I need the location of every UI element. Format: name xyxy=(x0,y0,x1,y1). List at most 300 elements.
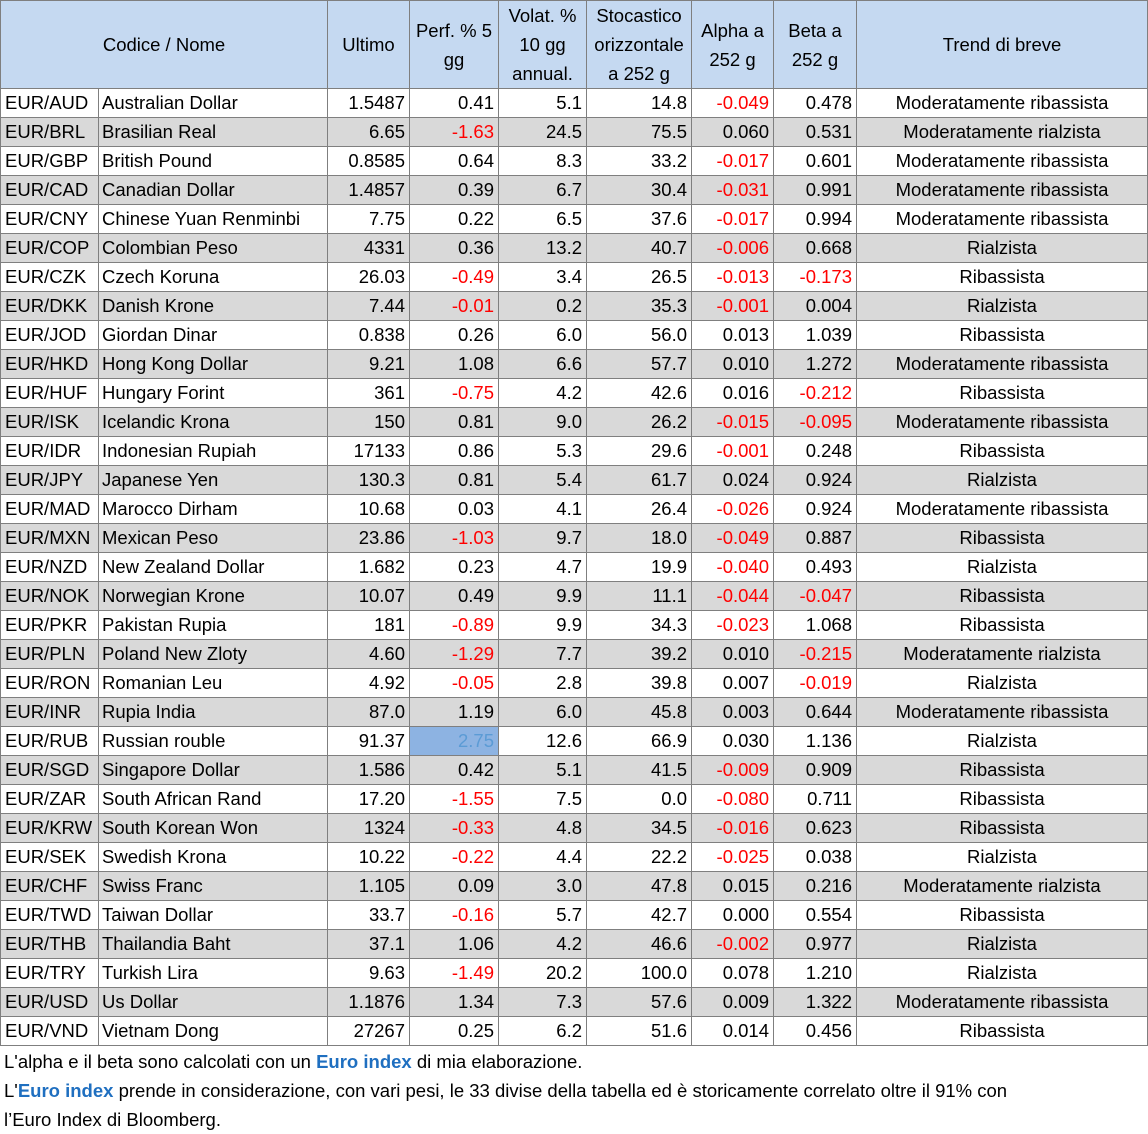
cell-beta: 0.004 xyxy=(774,292,857,321)
cell-beta: -0.095 xyxy=(774,408,857,437)
table-row xyxy=(1,814,1148,843)
cell-ultimo: 1.1876 xyxy=(328,988,410,1017)
cell-volat: 9.0 xyxy=(499,408,587,437)
cell-volat: 20.2 xyxy=(499,959,587,988)
cell-stocastico: 46.6 xyxy=(587,930,692,959)
cell-trend: Moderatamente ribassista xyxy=(857,89,1148,118)
table-row xyxy=(1,234,1148,263)
cell-trend: Moderatamente ribassista xyxy=(857,698,1148,727)
cell-stocastico: 40.7 xyxy=(587,234,692,263)
cell-code: EUR/CAD xyxy=(1,176,99,205)
cell-name: Giordan Dinar xyxy=(99,321,328,350)
cell-stocastico: 30.4 xyxy=(587,176,692,205)
cell-code: EUR/CZK xyxy=(1,263,99,292)
cell-beta: 0.711 xyxy=(774,785,857,814)
cell-volat: 24.5 xyxy=(499,118,587,147)
cell-name: Chinese Yuan Renminbi xyxy=(99,205,328,234)
cell-ultimo: 17.20 xyxy=(328,785,410,814)
cell-alpha: -0.049 xyxy=(692,524,774,553)
cell-trend: Ribassista xyxy=(857,263,1148,292)
cell-alpha: 0.007 xyxy=(692,669,774,698)
cell-perf: 1.19 xyxy=(410,698,499,727)
cell-trend: Rialzista xyxy=(857,553,1148,582)
note-line-1: L'alpha e il beta sono calcolati con un Euro index di mia elaborazione. xyxy=(4,1051,583,1072)
cell-name: Pakistan Rupia xyxy=(99,611,328,640)
cell-perf: 0.39 xyxy=(410,176,499,205)
cell-perf: -1.55 xyxy=(410,785,499,814)
cell-trend: Ribassista xyxy=(857,814,1148,843)
table-row xyxy=(1,756,1148,785)
cell-name: Taiwan Dollar xyxy=(99,901,328,930)
cell-trend: Moderatamente ribassista xyxy=(857,205,1148,234)
cell-name: Poland New Zloty xyxy=(99,640,328,669)
cell-ultimo: 130.3 xyxy=(328,466,410,495)
cell-beta: 0.554 xyxy=(774,901,857,930)
cell-trend: Moderatamente rialzista xyxy=(857,872,1148,901)
cell-trend: Moderatamente ribassista xyxy=(857,495,1148,524)
cell-ultimo: 87.0 xyxy=(328,698,410,727)
cell-volat: 5.1 xyxy=(499,89,587,118)
cell-perf: 0.03 xyxy=(410,495,499,524)
cell-perf: -0.22 xyxy=(410,843,499,872)
table-row xyxy=(1,1017,1148,1046)
cell-alpha: 0.000 xyxy=(692,901,774,930)
cell-alpha: -0.023 xyxy=(692,611,774,640)
cell-name: Hungary Forint xyxy=(99,379,328,408)
cell-code: EUR/SGD xyxy=(1,756,99,785)
cell-perf: 0.36 xyxy=(410,234,499,263)
cell-name: Marocco Dirham xyxy=(99,495,328,524)
cell-code: EUR/USD xyxy=(1,988,99,1017)
cell-name: Romanian Leu xyxy=(99,669,328,698)
table-row xyxy=(1,843,1148,872)
cell-name: Czech Koruna xyxy=(99,263,328,292)
cell-code: EUR/INR xyxy=(1,698,99,727)
cell-alpha: 0.078 xyxy=(692,959,774,988)
header-trend: Trend di breve xyxy=(857,1,1148,89)
cell-code: EUR/BRL xyxy=(1,118,99,147)
cell-code: EUR/MXN xyxy=(1,524,99,553)
cell-beta: 0.248 xyxy=(774,437,857,466)
cell-volat: 6.7 xyxy=(499,176,587,205)
cell-beta: 1.272 xyxy=(774,350,857,379)
table-row xyxy=(1,437,1148,466)
cell-trend: Ribassista xyxy=(857,756,1148,785)
cell-trend: Rialzista xyxy=(857,466,1148,495)
cell-beta: 0.531 xyxy=(774,118,857,147)
table-row xyxy=(1,147,1148,176)
euro-index-label: Euro index xyxy=(17,1080,114,1101)
cell-beta: -0.212 xyxy=(774,379,857,408)
cell-code: EUR/JOD xyxy=(1,321,99,350)
cell-code: EUR/ISK xyxy=(1,408,99,437)
cell-beta: 0.668 xyxy=(774,234,857,263)
cell-code: EUR/ZAR xyxy=(1,785,99,814)
cell-alpha: -0.025 xyxy=(692,843,774,872)
cell-name: Danish Krone xyxy=(99,292,328,321)
table-row xyxy=(1,640,1148,669)
cell-trend: Rialzista xyxy=(857,959,1148,988)
cell-volat: 3.0 xyxy=(499,872,587,901)
cell-perf: -0.89 xyxy=(410,611,499,640)
cell-code: EUR/DKK xyxy=(1,292,99,321)
cell-alpha: 0.030 xyxy=(692,727,774,756)
cell-beta: 0.216 xyxy=(774,872,857,901)
table-row xyxy=(1,611,1148,640)
table-row xyxy=(1,727,1148,756)
cell-code: EUR/PKR xyxy=(1,611,99,640)
cell-name: Icelandic Krona xyxy=(99,408,328,437)
cell-trend: Moderatamente ribassista xyxy=(857,988,1148,1017)
cell-code: EUR/CNY xyxy=(1,205,99,234)
cell-stocastico: 33.2 xyxy=(587,147,692,176)
table-row xyxy=(1,901,1148,930)
table-row xyxy=(1,205,1148,234)
table-row xyxy=(1,553,1148,582)
cell-ultimo: 10.68 xyxy=(328,495,410,524)
cell-perf: -0.75 xyxy=(410,379,499,408)
cell-ultimo: 6.65 xyxy=(328,118,410,147)
cell-code: EUR/JPY xyxy=(1,466,99,495)
cell-beta: 0.991 xyxy=(774,176,857,205)
cell-stocastico: 29.6 xyxy=(587,437,692,466)
cell-alpha: 0.015 xyxy=(692,872,774,901)
cell-perf: -1.63 xyxy=(410,118,499,147)
cell-perf: -0.05 xyxy=(410,669,499,698)
cell-alpha: 0.024 xyxy=(692,466,774,495)
table-row xyxy=(1,959,1148,988)
header-codice-nome: Codice / Nome xyxy=(1,1,328,89)
cell-name: South Korean Won xyxy=(99,814,328,843)
cell-ultimo: 0.8585 xyxy=(328,147,410,176)
cell-trend: Rialzista xyxy=(857,727,1148,756)
cell-ultimo: 26.03 xyxy=(328,263,410,292)
table-row xyxy=(1,698,1148,727)
cell-alpha: 0.010 xyxy=(692,640,774,669)
cell-trend: Ribassista xyxy=(857,321,1148,350)
table-row xyxy=(1,582,1148,611)
cell-ultimo: 91.37 xyxy=(328,727,410,756)
cell-trend: Rialzista xyxy=(857,930,1148,959)
cell-code: EUR/THB xyxy=(1,930,99,959)
cell-name: New Zealand Dollar xyxy=(99,553,328,582)
cell-code: EUR/AUD xyxy=(1,89,99,118)
cell-perf: 1.08 xyxy=(410,350,499,379)
cell-volat: 13.2 xyxy=(499,234,587,263)
cell-ultimo: 1324 xyxy=(328,814,410,843)
cell-ultimo: 23.86 xyxy=(328,524,410,553)
cell-perf: -0.49 xyxy=(410,263,499,292)
cell-code: EUR/VND xyxy=(1,1017,99,1046)
cell-name: Rupia India xyxy=(99,698,328,727)
cell-perf: 0.81 xyxy=(410,466,499,495)
table-row xyxy=(1,379,1148,408)
cell-stocastico: 51.6 xyxy=(587,1017,692,1046)
cell-code: EUR/KRW xyxy=(1,814,99,843)
cell-code: EUR/COP xyxy=(1,234,99,263)
cell-beta: -0.019 xyxy=(774,669,857,698)
cell-volat: 2.8 xyxy=(499,669,587,698)
cell-volat: 4.1 xyxy=(499,495,587,524)
cell-stocastico: 11.1 xyxy=(587,582,692,611)
cell-trend: Ribassista xyxy=(857,582,1148,611)
table-row xyxy=(1,321,1148,350)
table-row xyxy=(1,669,1148,698)
cell-stocastico: 19.9 xyxy=(587,553,692,582)
cell-alpha: 0.016 xyxy=(692,379,774,408)
header-perf: Perf. % 5 gg xyxy=(410,1,499,89)
cell-code: EUR/CHF xyxy=(1,872,99,901)
cell-stocastico: 56.0 xyxy=(587,321,692,350)
cell-name: British Pound xyxy=(99,147,328,176)
cell-alpha: 0.060 xyxy=(692,118,774,147)
cell-volat: 8.3 xyxy=(499,147,587,176)
cell-stocastico: 41.5 xyxy=(587,756,692,785)
cell-ultimo: 37.1 xyxy=(328,930,410,959)
cell-volat: 6.5 xyxy=(499,205,587,234)
cell-trend: Ribassista xyxy=(857,611,1148,640)
cell-beta: 0.038 xyxy=(774,843,857,872)
cell-beta: 0.909 xyxy=(774,756,857,785)
cell-stocastico: 57.7 xyxy=(587,350,692,379)
cell-ultimo: 1.4857 xyxy=(328,176,410,205)
cell-stocastico: 14.8 xyxy=(587,89,692,118)
cell-alpha: -0.049 xyxy=(692,89,774,118)
cell-volat: 5.1 xyxy=(499,756,587,785)
cell-name: Thailandia Baht xyxy=(99,930,328,959)
cell-perf: 0.49 xyxy=(410,582,499,611)
cell-perf: -0.01 xyxy=(410,292,499,321)
cell-beta: 0.994 xyxy=(774,205,857,234)
cell-beta: 0.644 xyxy=(774,698,857,727)
cell-ultimo: 27267 xyxy=(328,1017,410,1046)
cell-beta: 0.493 xyxy=(774,553,857,582)
cell-volat: 5.3 xyxy=(499,437,587,466)
cell-alpha: -0.026 xyxy=(692,495,774,524)
table-body xyxy=(1,89,1148,1046)
cell-trend: Ribassista xyxy=(857,379,1148,408)
cell-volat: 3.4 xyxy=(499,263,587,292)
cell-stocastico: 18.0 xyxy=(587,524,692,553)
header-volat: Volat. % 10 gg annual. xyxy=(499,1,587,89)
cell-beta: 0.478 xyxy=(774,89,857,118)
cell-perf: 0.42 xyxy=(410,756,499,785)
cell-ultimo: 7.44 xyxy=(328,292,410,321)
cell-stocastico: 26.4 xyxy=(587,495,692,524)
cell-alpha: -0.017 xyxy=(692,205,774,234)
cell-volat: 4.8 xyxy=(499,814,587,843)
cell-volat: 5.4 xyxy=(499,466,587,495)
cell-code: EUR/RUB xyxy=(1,727,99,756)
cell-stocastico: 22.2 xyxy=(587,843,692,872)
cell-perf: 0.09 xyxy=(410,872,499,901)
cell-perf: 0.41 xyxy=(410,89,499,118)
cell-code: EUR/SEK xyxy=(1,843,99,872)
cell-ultimo: 9.21 xyxy=(328,350,410,379)
cell-ultimo: 1.5487 xyxy=(328,89,410,118)
cell-code: EUR/MAD xyxy=(1,495,99,524)
cell-code: EUR/TWD xyxy=(1,901,99,930)
cell-stocastico: 37.6 xyxy=(587,205,692,234)
cell-name: Swedish Krona xyxy=(99,843,328,872)
cell-perf: 0.64 xyxy=(410,147,499,176)
cell-trend: Ribassista xyxy=(857,901,1148,930)
cell-code: EUR/PLN xyxy=(1,640,99,669)
header-stocastico: Stocastico orizzontale a 252 g xyxy=(587,1,692,89)
cell-volat: 7.5 xyxy=(499,785,587,814)
table-row xyxy=(1,988,1148,1017)
cell-volat: 4.2 xyxy=(499,379,587,408)
cell-volat: 7.3 xyxy=(499,988,587,1017)
cell-perf: 0.26 xyxy=(410,321,499,350)
cell-trend: Moderatamente rialzista xyxy=(857,118,1148,147)
table-row xyxy=(1,176,1148,205)
cell-code: EUR/NZD xyxy=(1,553,99,582)
cell-ultimo: 1.682 xyxy=(328,553,410,582)
cell-code: EUR/HKD xyxy=(1,350,99,379)
cell-ultimo: 4.92 xyxy=(328,669,410,698)
cell-perf: -1.03 xyxy=(410,524,499,553)
table-row xyxy=(1,89,1148,118)
cell-ultimo: 10.07 xyxy=(328,582,410,611)
cell-trend: Moderatamente ribassista xyxy=(857,350,1148,379)
cell-stocastico: 26.5 xyxy=(587,263,692,292)
cell-name: Vietnam Dong xyxy=(99,1017,328,1046)
cell-beta: 1.068 xyxy=(774,611,857,640)
cell-perf: 0.25 xyxy=(410,1017,499,1046)
cell-volat: 6.0 xyxy=(499,321,587,350)
cell-trend: Rialzista xyxy=(857,292,1148,321)
cell-name: Turkish Lira xyxy=(99,959,328,988)
cell-alpha: -0.040 xyxy=(692,553,774,582)
cell-stocastico: 42.6 xyxy=(587,379,692,408)
cell-ultimo: 181 xyxy=(328,611,410,640)
table-row xyxy=(1,495,1148,524)
cell-beta: -0.047 xyxy=(774,582,857,611)
cell-beta: 0.623 xyxy=(774,814,857,843)
cell-trend: Moderatamente ribassista xyxy=(857,147,1148,176)
cell-perf: 1.34 xyxy=(410,988,499,1017)
cell-volat: 6.0 xyxy=(499,698,587,727)
cell-name: Colombian Peso xyxy=(99,234,328,263)
cell-perf: 0.86 xyxy=(410,437,499,466)
cell-stocastico: 45.8 xyxy=(587,698,692,727)
cell-code: EUR/NOK xyxy=(1,582,99,611)
cell-alpha: 0.014 xyxy=(692,1017,774,1046)
cell-volat: 7.7 xyxy=(499,640,587,669)
cell-alpha: -0.001 xyxy=(692,292,774,321)
cell-volat: 9.9 xyxy=(499,611,587,640)
cell-code: EUR/GBP xyxy=(1,147,99,176)
cell-volat: 5.7 xyxy=(499,901,587,930)
cell-alpha: -0.016 xyxy=(692,814,774,843)
cell-trend: Ribassista xyxy=(857,785,1148,814)
cell-alpha: -0.017 xyxy=(692,147,774,176)
cell-volat: 4.4 xyxy=(499,843,587,872)
table-row xyxy=(1,872,1148,901)
header-ultimo: Ultimo xyxy=(328,1,410,89)
cell-name: Japanese Yen xyxy=(99,466,328,495)
table-row xyxy=(1,930,1148,959)
cell-trend: Rialzista xyxy=(857,669,1148,698)
cell-stocastico: 61.7 xyxy=(587,466,692,495)
cell-ultimo: 33.7 xyxy=(328,901,410,930)
table-row xyxy=(1,785,1148,814)
cell-volat: 6.6 xyxy=(499,350,587,379)
cell-name: Norwegian Krone xyxy=(99,582,328,611)
cell-name: South African Rand xyxy=(99,785,328,814)
cell-name: Australian Dollar xyxy=(99,89,328,118)
cell-perf: -1.49 xyxy=(410,959,499,988)
cell-stocastico: 57.6 xyxy=(587,988,692,1017)
cell-stocastico: 100.0 xyxy=(587,959,692,988)
cell-code: EUR/IDR xyxy=(1,437,99,466)
cell-alpha: 0.010 xyxy=(692,350,774,379)
cell-ultimo: 361 xyxy=(328,379,410,408)
table-row xyxy=(1,263,1148,292)
cell-beta: 1.039 xyxy=(774,321,857,350)
cell-beta: -0.215 xyxy=(774,640,857,669)
cell-perf: 2.75 xyxy=(410,727,499,756)
cell-beta: 0.601 xyxy=(774,147,857,176)
cell-alpha: -0.031 xyxy=(692,176,774,205)
cell-trend: Moderatamente ribassista xyxy=(857,408,1148,437)
header-alpha: Alpha a 252 g xyxy=(692,1,774,89)
cell-ultimo: 10.22 xyxy=(328,843,410,872)
cell-stocastico: 0.0 xyxy=(587,785,692,814)
cell-beta: 0.887 xyxy=(774,524,857,553)
cell-perf: -0.33 xyxy=(410,814,499,843)
cell-alpha: -0.001 xyxy=(692,437,774,466)
table-row xyxy=(1,524,1148,553)
cell-stocastico: 26.2 xyxy=(587,408,692,437)
cell-ultimo: 4331 xyxy=(328,234,410,263)
cell-stocastico: 34.3 xyxy=(587,611,692,640)
table-row xyxy=(1,118,1148,147)
table-row xyxy=(1,466,1148,495)
table-row xyxy=(1,408,1148,437)
cell-ultimo: 0.838 xyxy=(328,321,410,350)
cell-volat: 9.9 xyxy=(499,582,587,611)
cell-stocastico: 66.9 xyxy=(587,727,692,756)
cell-stocastico: 42.7 xyxy=(587,901,692,930)
cell-alpha: -0.002 xyxy=(692,930,774,959)
cell-alpha: -0.015 xyxy=(692,408,774,437)
cell-volat: 4.2 xyxy=(499,930,587,959)
cell-volat: 4.7 xyxy=(499,553,587,582)
cell-alpha: -0.013 xyxy=(692,263,774,292)
cell-stocastico: 47.8 xyxy=(587,872,692,901)
cell-volat: 0.2 xyxy=(499,292,587,321)
cell-code: EUR/RON xyxy=(1,669,99,698)
cell-trend: Rialzista xyxy=(857,843,1148,872)
cell-ultimo: 9.63 xyxy=(328,959,410,988)
cell-name: Indonesian Rupiah xyxy=(99,437,328,466)
cell-stocastico: 75.5 xyxy=(587,118,692,147)
cell-alpha: -0.080 xyxy=(692,785,774,814)
cell-alpha: 0.003 xyxy=(692,698,774,727)
note-line-2: L'Euro index prende in considerazione, con vari pesi, le 33 divise della tabella ed è storicamente correlato oltre il 91% con xyxy=(4,1080,1008,1101)
cell-ultimo: 1.586 xyxy=(328,756,410,785)
cell-ultimo: 1.105 xyxy=(328,872,410,901)
cell-code: EUR/HUF xyxy=(1,379,99,408)
cell-beta: 0.456 xyxy=(774,1017,857,1046)
cell-trend: Moderatamente rialzista xyxy=(857,640,1148,669)
cell-stocastico: 35.3 xyxy=(587,292,692,321)
cell-alpha: -0.044 xyxy=(692,582,774,611)
cell-trend: Ribassista xyxy=(857,524,1148,553)
table-row xyxy=(1,350,1148,379)
